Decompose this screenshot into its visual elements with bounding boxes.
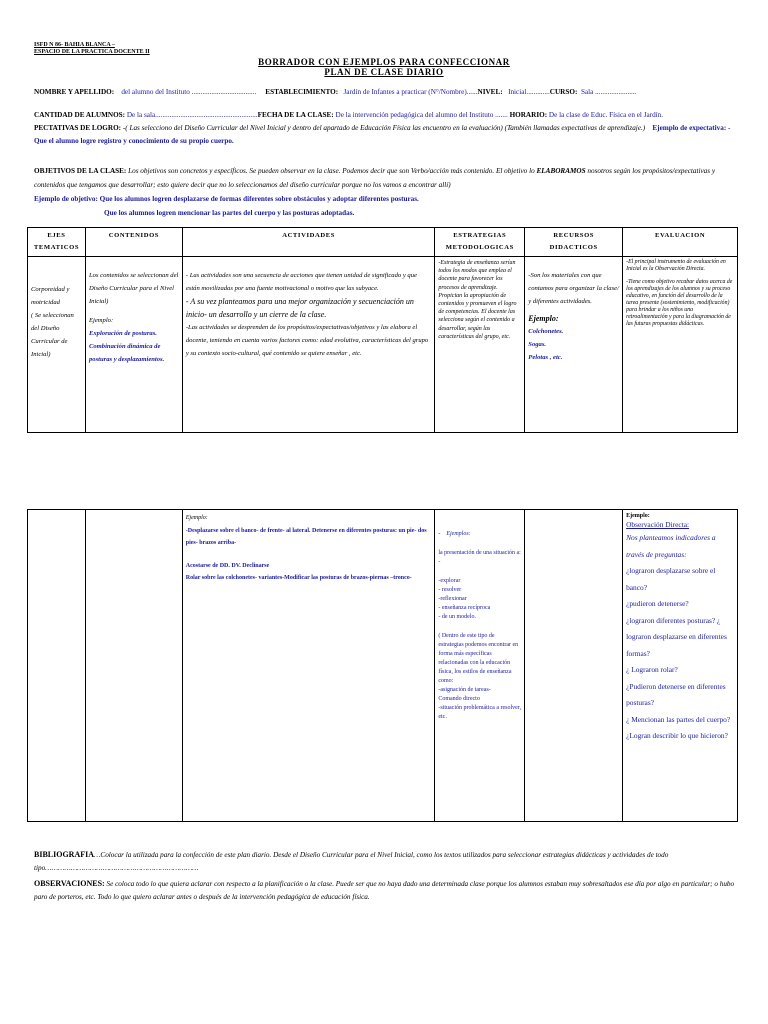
nombre-value: del alumno del Instituto .................................... (121, 88, 257, 96)
expectativas-block (34, 122, 738, 148)
actividades-cell-bottom (182, 510, 435, 822)
pregunta-detenerse: ¿pudieron detenerse? (626, 599, 689, 608)
contenidos-cell-bottom (85, 510, 182, 822)
actividades-organizacion: - A su vez planteamos para una mejor organización y secuenciación un inicio- un desarrollo y un cierre de la clase. (185, 297, 414, 319)
objetivos-text-b: nosotros según los propósitos/expectativas y contenidos que tengamos que desarrollar; esto quiere decir que no lo seleccionamos del diseño curricular porque no los vamos a encontrar allí) (34, 167, 716, 189)
header-actividades: ACTIVIDADES (182, 228, 435, 257)
nombre-label: NOMBRE Y APELLIDO: (34, 88, 115, 96)
estrategia-estilos: ( Dentro de este tipo de estrategias podemos encontrar en forma más específicas relacionadas con la educación física, los estilos de enseñanza como: (438, 633, 519, 684)
horario-label: HORARIO: (509, 111, 548, 119)
pregunta-detenerse-posturas: ¿Pudieron detenerse en diferentes posturas? (626, 681, 726, 707)
objetivos-text-a: Los objetivos son concretos y específicos. Se pueden observar en la clase. Podemos decir que son Verbo/acción más contenido. El objetivo lo (128, 167, 535, 175)
ejes-cell-bottom (28, 510, 86, 822)
evaluacion-instrumento: -El principal instrumento de evaluación en Inicial es la Observación Directa. (626, 259, 726, 272)
document-title: BORRADOR CON EJEMPLOS PARA CONFECCIONAR (258, 57, 510, 67)
estrategia-reflexionar: -reflexionar (438, 596, 467, 602)
actividad-desplazarse: -Desplazarse sobre el banco- de frente- al lateral. Detenerse en diferentes posturas: un pie- dos pies- brazos arriba- (185, 527, 427, 546)
nivel-value: Inicial............. (508, 88, 550, 96)
estrategia-modelo: - de un modelo. (438, 614, 477, 620)
contenidos-ejemplo: Ejemplo: (88, 317, 114, 324)
contenidos-cell (85, 257, 182, 433)
recurso-pelotas: Pelotas , etc. (528, 354, 563, 361)
evaluacion-cell-bottom (623, 510, 738, 822)
estrategia-comando: Comando directo (438, 696, 480, 702)
objetivos-label: OBJETIVOS DE LA CLASE: (34, 167, 127, 175)
plan-table-top (27, 227, 738, 433)
observaciones-block (34, 877, 738, 904)
space-name: ESPACIO DE LA PRACTICA DOCENTE II (34, 49, 150, 55)
recursos-ejemplo: Ejemplo: (528, 314, 559, 323)
ejes-value: Corporeidad y motricidad (31, 286, 70, 306)
header-estrategias: ESTRATEGIAS METODOLOGICAS (435, 228, 525, 257)
cantidad-label: CANTIDAD DE ALUMNOS: (34, 111, 126, 119)
recurso-sogas: Sogas. (528, 341, 547, 348)
recursos-definicion: -Son los materiales con que contamos para organizar la clase/ y diferentes actividades. (528, 272, 619, 305)
nombre-line (34, 86, 738, 99)
estrategia-reciproca: - enseñanza recíproca (438, 605, 491, 611)
contenidos-intro: Los contenidos se seleccionan del Diseño Curricular para el Nivel Inicial) (88, 272, 179, 305)
objetivos-elaboramos: ELABORAMOS (536, 167, 586, 175)
plan-table-body-row (28, 257, 738, 433)
evaluacion-indicadores: Nos planteamos indicadores a través de preguntas: (626, 533, 716, 559)
recursos-cell-bottom (525, 510, 623, 822)
estrategias-cell-bottom (435, 510, 525, 822)
establecimiento-value: Jardín de Infantes a practicar (N°/Nombre)...... (343, 88, 478, 96)
cantidad-line (34, 109, 738, 122)
recurso-colchonetes: Colchonetes. (528, 328, 564, 335)
estrategias-dash: - (438, 531, 441, 537)
header-recursos: RECURSOS DIDACTICOS (525, 228, 623, 257)
plan-table-bottom-row (28, 510, 738, 822)
observaciones-value: Se coloca todo lo que quiera aclarar con respecto a la planificación o la clase. Puede ser que no haya dado una determinada clase porque los alumnos estaban muy sobresaltados ese día por algo en particular; o hubo paro de porteros, etc. Todo lo que quiero aclarar antes o después de la intervención pedagógica de educación física. (34, 880, 735, 901)
cantidad-value: De la sala......................................................... (126, 111, 258, 119)
institute-header (34, 42, 150, 56)
bibliografia-block (34, 848, 738, 875)
actividades-definicion: - Las actividades son una secuencia de acciones que tienen unidad de significado y que están movilizadas por una fuente motivacional o motivo que las subyace. (185, 272, 417, 292)
ejemplo-objetivo-2: Que los alumnos logren mencionar las partes del cuerpo y las posturas adoptadas. (104, 209, 355, 217)
objetivos-block (34, 164, 738, 192)
actividades-cell (182, 257, 435, 433)
fecha-label: FECHA DE LA CLASE: (257, 111, 334, 119)
estrategias-definicion: -Estrategia de enseñanza serían todos los modos que emplea el docente para favorecer los procesos de aprendizaje. Propician la apropiación de contenidos y promueven el logro de competencias. El docente las selecciona según el contenido a desarrollar, según las características del grupo, etc. (438, 260, 517, 340)
pregunta-partes-cuerpo: ¿ Mencionan las partes del cuerpo? ¿Logran describir lo que hicieron? (626, 714, 731, 740)
estrategias-cell (435, 257, 525, 433)
contenido-exploracion: Exploración de posturas. (88, 330, 157, 337)
bibliografia-value: …Colocar la utilizada para la confección de este plan diario. Desde el Diseño Curricular para el Nivel Inicial, como los textos utilizados para seleccionar estrategias didácticas y actividades de todo tipo……………………………………………………………… (34, 851, 669, 872)
fecha-value: De la intervención pedagógica del alumno del Instituto ....... (335, 111, 508, 119)
horario-value: De la clase de Educ. Física en el Jardín. (548, 111, 664, 119)
expectativas-value: -( Las selecciono del Diseño Curricular del Nivel Inicial y dentro del apartado de Educación Física las encuentro en la evaluación) (También llamadas expectativas de aprendizaje.) (122, 124, 646, 132)
observaciones-label: OBSERVACIONES: (34, 879, 105, 888)
curso-value: Sala ....................... (580, 88, 637, 96)
establecimiento-label: ESTABLECIMIENTO: (265, 88, 339, 96)
ejemplo-objetivo-1: Ejemplo de objetivo: Que los alumnos logren desplazarse de formas diferentes sobre obstáculos y adoptar diferentes posturas. (34, 195, 419, 203)
estrategias-ejemplos-heading (438, 530, 521, 539)
pregunta-desplazarse: ¿lograron desplazarse sobre el banco? (626, 566, 716, 592)
evaluacion-ejemplo-label: Ejemplo: (626, 513, 650, 519)
actividades-ejemplo-label: Ejemplo: (185, 515, 208, 521)
plan-table-header-row (28, 228, 738, 257)
header-ejes: EJES TEMATICOS (28, 228, 86, 257)
bibliografia-label: BIBLIOGRAFIA (34, 850, 95, 859)
ejemplo-expectativa: Ejemplo de expectativa: -Que el alumno logre registro y conocimiento de su propio cuerpo. (34, 124, 731, 145)
document-subtitle: PLAN DE CLASE DIARIO (324, 67, 444, 77)
header-evaluacion: EVALUACION (623, 228, 738, 257)
estrategia-presentacion: la presentación de una situación a: - (438, 550, 521, 565)
estrategia-explorar: -explorar (438, 578, 461, 584)
ejes-cell (28, 257, 86, 433)
nivel-label: NIVEL: (477, 88, 503, 96)
estrategia-resolver: - resolver (438, 587, 462, 593)
actividades-desprenden: -Las actividades se desprenden de los propósitos/expectativas/objetivos y las elabora el docente, teniendo en cuenta varios factores como: edad evolutiva, características del grupo y su contexto socio-cultural, qué contenido se quiere enseñar , etc. (185, 324, 429, 357)
pregunta-posturas: ¿lograron diferentes posturas? ¿ lograron desplazarse en diferentes formas? (626, 615, 727, 658)
ejes-note: ( Se seleccionan del Diseño Curricular de Inicial) (31, 312, 74, 358)
estrategias-ejemplos-label: Ejemplos: (446, 531, 471, 537)
evaluacion-objetivo: -Tiene como objetivo recabar datos acerca de los aprendizajes de los alumnos y su proceso educativo, en función del desarrollo de la tarea presente (sostenimiento, modificación) para brindar a los niños una retroalimentación y para la diagramación de las futuras propuestas didácticas. (626, 279, 733, 327)
header-contenidos: CONTENIDOS (85, 228, 182, 257)
contenido-combinacion: Combinación dinámica de posturas y desplazamientos. (88, 343, 165, 363)
evaluacion-cell (623, 257, 738, 433)
estrategia-situacion: -situación problemática a resolver, etc. (438, 705, 522, 720)
pregunta-rolar: ¿ Lograron rolar? (626, 665, 678, 674)
curso-label: CURSO: (549, 88, 578, 96)
expectativas-label: PECTATIVAS DE LOGRO: (34, 124, 122, 132)
evaluacion-observacion: Observación Directa: (626, 520, 690, 529)
actividad-rolar: Rolar sobre las colchonetes- variantes-Modificar las posturas de brazos-piernas –tronco- (185, 575, 412, 581)
plan-table-bottom (27, 509, 738, 822)
institute-name: ISFD N 86- BAHIA BLANCA – (34, 42, 115, 48)
recursos-cell (525, 257, 623, 433)
actividad-acostarse: Acostarse de DD. DV. Declinarse (185, 562, 270, 569)
estrategia-asignacion: -asignación de tareas- (438, 687, 491, 693)
